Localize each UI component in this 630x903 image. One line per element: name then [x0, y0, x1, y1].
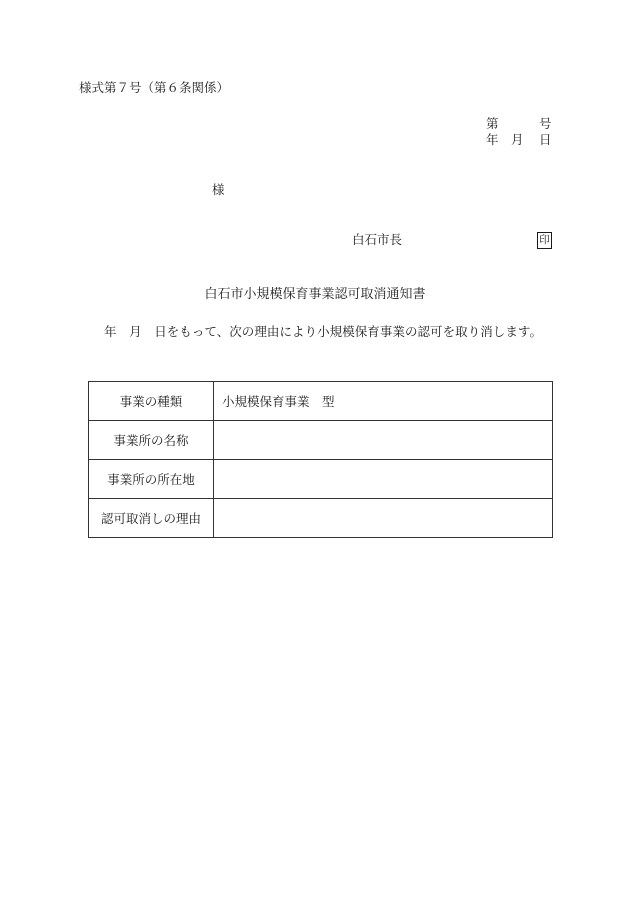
- table-row: [89, 460, 553, 499]
- row-value-facility-name: [214, 421, 553, 460]
- issuer-title: 白石市長: [352, 232, 403, 247]
- document-title: 白石市小規模保育事業認可取消通知書: [204, 287, 426, 302]
- row-label-business-type: 事業の種類: [89, 382, 214, 421]
- addressee-honorific: 様: [212, 182, 225, 197]
- seal-stamp-icon: 印: [537, 232, 552, 249]
- table-row: [89, 421, 553, 460]
- form-number: 様式第７号（第６条関係）: [79, 80, 230, 95]
- document-number-label: 第: [486, 116, 499, 131]
- body-text: 年 月 日をもって、次の理由により小規模保育事業の認可を取り消します。: [104, 324, 543, 339]
- document-number-suffix: 号: [539, 116, 552, 131]
- info-table: [88, 381, 553, 538]
- row-label-facility-name: 事業所の名称: [89, 421, 214, 460]
- row-label-facility-address: 事業所の所在地: [89, 460, 214, 499]
- row-value-business-type: 小規模保育事業 型: [214, 382, 553, 421]
- date-month-label: 月: [511, 132, 524, 147]
- row-label-revocation-reason: 認可取消しの理由: [89, 499, 214, 538]
- date-year-label: 年: [486, 132, 499, 147]
- date-day-label: 日: [539, 132, 552, 147]
- row-value-revocation-reason: [214, 499, 553, 538]
- row-value-facility-address: [214, 460, 553, 499]
- table-row: [89, 382, 553, 421]
- table-row: [89, 499, 553, 538]
